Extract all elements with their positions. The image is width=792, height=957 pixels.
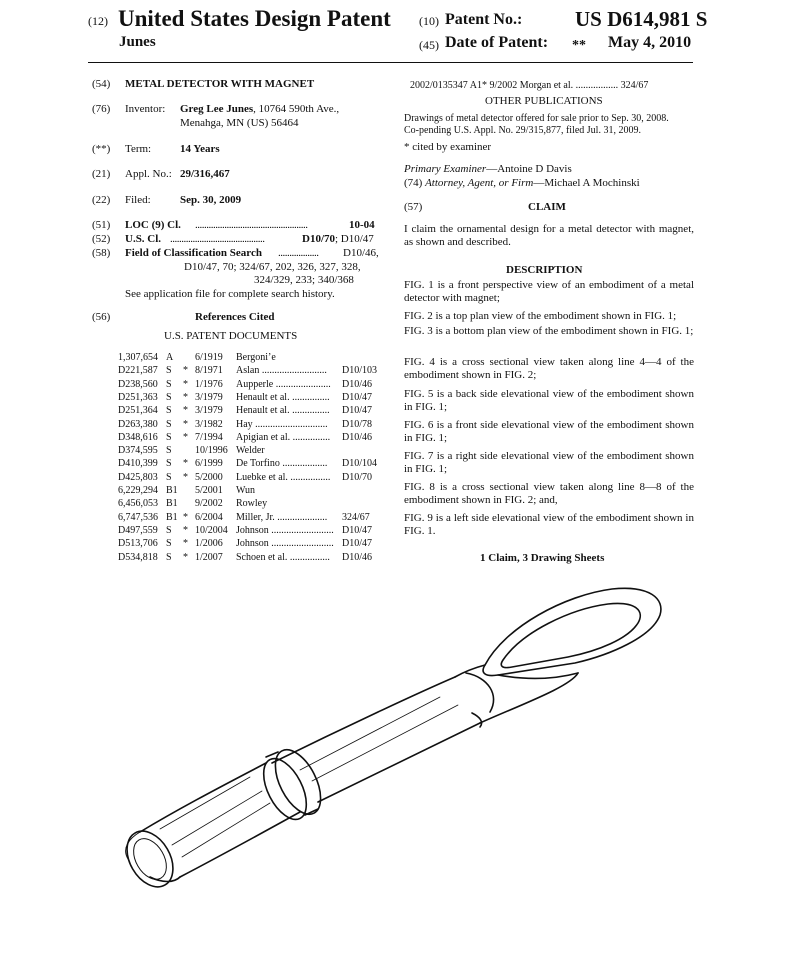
ref-name: Aslan ..........................	[236, 365, 327, 376]
ref-number: D251,363	[118, 392, 158, 403]
appl-code: (21)	[92, 168, 111, 180]
ref-class: D10/46	[342, 379, 372, 390]
ref-date: 1/2006	[195, 538, 223, 549]
field-line-1: D10/46,	[343, 247, 379, 259]
field-code: (58)	[92, 247, 111, 259]
ref-name: Hay .............................	[236, 419, 328, 430]
field-label: Field of Classification Search	[125, 247, 262, 259]
figure-description: FIG. 1 is a front perspective view of an embodiment of a metal detector with magnet;	[404, 279, 694, 304]
ref-star: *	[183, 538, 188, 549]
field-line-3: 324/329, 233; 340/368	[254, 274, 354, 286]
ref-class: 324/67	[342, 512, 370, 523]
field-line-2: D10/47, 70; 324/67, 202, 326, 327, 328,	[184, 261, 361, 273]
ref-star: *	[183, 458, 188, 469]
ref-date: 10/1996	[195, 445, 228, 456]
ref-star: *	[183, 525, 188, 536]
ref-name: Aupperle ......................	[236, 379, 331, 390]
uscl-value	[302, 233, 374, 245]
ref-number: D238,560	[118, 379, 158, 390]
ref-number: D221,587	[118, 365, 158, 376]
uscl-rest: ; D10/47	[335, 233, 374, 245]
figure-description: FIG. 6 is a front side elevational view of the embodiment shown in FIG. 1;	[404, 419, 694, 444]
refs-code: (56)	[92, 311, 111, 323]
filed-date: Sep. 30, 2009	[180, 194, 242, 206]
ref-date: 3/1979	[195, 405, 223, 416]
ref-star: *	[183, 365, 188, 376]
ref-star: *	[183, 405, 188, 416]
attorney-name: —Michael A Mochinski	[533, 177, 640, 189]
ref-name: Miller, Jr. ....................	[236, 512, 328, 523]
term-value: 14 Years	[180, 143, 220, 155]
ref-number: D251,364	[118, 405, 158, 416]
ref-date: 7/1994	[195, 432, 223, 443]
ref-name: Henault et al. ...............	[236, 405, 330, 416]
date-stars: **	[572, 38, 586, 53]
patent-date: May 4, 2010	[608, 34, 692, 51]
patent-no-code: (10)	[419, 14, 439, 28]
ref-name: Wun	[236, 485, 256, 496]
attorney-label: Attorney, Agent, or Firm	[425, 177, 534, 189]
attorney-line	[404, 177, 640, 189]
ref-star: *	[183, 379, 188, 390]
ref-number: 6,229,294	[118, 485, 158, 496]
ref-number: D425,803	[118, 472, 158, 483]
ref-kind: S	[166, 365, 172, 376]
pub-reference: 2002/0135347 A1* 9/2002 Morgan et al. ................. 324/67	[410, 80, 649, 91]
examiner-name: —Antoine D Davis	[486, 163, 572, 175]
ref-date: 10/2004	[195, 525, 228, 536]
ref-class: D10/70	[342, 472, 372, 483]
description-title: DESCRIPTION	[506, 264, 583, 276]
patent-no-label: Patent No.:	[445, 11, 523, 28]
ref-date: 6/2004	[195, 512, 223, 523]
ref-star: *	[183, 472, 188, 483]
ref-name: Henault et al. ...............	[236, 392, 330, 403]
loc-label: LOC (9) Cl.	[125, 219, 181, 231]
ref-date: 5/2000	[195, 472, 223, 483]
appl-label: Appl. No.:	[125, 168, 172, 180]
collar-ring	[255, 743, 330, 826]
uscl-code: (52)	[92, 233, 111, 245]
figure-description: FIG. 4 is a cross sectional view taken along line 4—4 of the embodiment shown in FIG. 2;	[404, 356, 694, 381]
uscl-label: U.S. Cl.	[125, 233, 162, 245]
inventor-label: Inventor:	[125, 103, 166, 115]
ref-class: D10/46	[342, 552, 372, 563]
loc-value: 10-04	[349, 219, 375, 231]
ref-kind: S	[166, 392, 172, 403]
loc-dots: ..................................................	[195, 219, 308, 231]
claim-text: I claim the ornamental design for a metal detector with magnet, as shown and described.	[404, 223, 694, 248]
ref-name: Apigian et al. ...............	[236, 432, 331, 443]
ref-star: *	[183, 552, 188, 563]
term-code: (**)	[92, 143, 111, 155]
inventor-address: , 10764 590th Ave.,	[253, 103, 340, 115]
ref-name: Schoen et al. ................	[236, 552, 330, 563]
inventor-short: Junes	[119, 34, 156, 50]
figure-description: FIG. 7 is a right side elevational view of the embodiment shown in FIG. 1;	[404, 450, 694, 475]
uscl-dots: ..........................................	[170, 233, 265, 245]
figure-description: FIG. 3 is a bottom plan view of the embodiment shown in FIG. 1;	[404, 325, 694, 337]
ref-kind: B1	[166, 512, 178, 523]
ref-kind: S	[166, 458, 172, 469]
ref-class: D10/47	[342, 405, 372, 416]
ref-name: De Torfino ..................	[236, 458, 328, 469]
term-label: Term:	[125, 143, 152, 155]
field-dots: ..................	[278, 247, 319, 259]
ref-kind: S	[166, 552, 172, 563]
ref-kind: B1	[166, 498, 178, 509]
ref-number: D263,380	[118, 419, 158, 430]
refs-title: References Cited	[195, 311, 275, 323]
ref-kind: B1	[166, 485, 178, 496]
ref-class: D10/47	[342, 525, 372, 536]
inventor-line	[180, 103, 339, 115]
inventor-address-2: Menahga, MN (US) 56464	[180, 117, 299, 129]
cited-note: * cited by examiner	[404, 141, 492, 153]
ref-star: *	[183, 512, 188, 523]
ref-number: D410,399	[118, 458, 158, 469]
title-code: (54)	[92, 78, 111, 90]
ref-class: D10/103	[342, 365, 377, 376]
other-pub-1: Drawings of metal detector offered for sale prior to Sep. 30, 2008.	[404, 113, 669, 124]
ref-number: D534,818	[118, 552, 158, 563]
ref-name: Johnson .........................	[236, 538, 334, 549]
date-code: (45)	[419, 38, 439, 52]
other-pub-2: Co-pending U.S. Appl. No. 29/315,877, filed Jul. 31, 2009.	[404, 125, 641, 136]
doc-title: United States Design Patent	[118, 6, 391, 31]
ref-date: 3/1979	[195, 392, 223, 403]
ref-number: 1,307,654	[118, 352, 158, 363]
ref-date: 6/1919	[195, 352, 223, 363]
ref-date: 1/2007	[195, 552, 223, 563]
lower-grip	[140, 763, 300, 877]
uscl-main: D10/70	[302, 233, 335, 245]
ref-kind: S	[166, 419, 172, 430]
figure-description: FIG. 8 is a cross sectional view taken along line 8—8 of the embodiment shown in FIG. 2; and,	[404, 481, 694, 506]
field-see-note: See application file for complete search history.	[125, 288, 335, 300]
attorney-code: (74)	[404, 177, 426, 189]
ref-kind: A	[166, 352, 174, 363]
end-cap	[118, 823, 183, 895]
us-docs-title: U.S. PATENT DOCUMENTS	[164, 330, 298, 342]
examiner-label: Primary Examiner	[404, 163, 487, 175]
tube-body	[272, 673, 494, 802]
ref-name: Johnson .........................	[236, 525, 334, 536]
ref-number: 6,747,536	[118, 512, 158, 523]
ref-name: Rowley	[236, 498, 268, 509]
ref-kind: S	[166, 525, 172, 536]
inventor-code: (76)	[92, 103, 111, 115]
ref-class: D10/46	[342, 432, 372, 443]
ref-kind: S	[166, 472, 172, 483]
metal-detector-drawing	[0, 577, 792, 957]
ref-class: D10/104	[342, 458, 377, 469]
ref-number: D348,616	[118, 432, 158, 443]
appl-number: 29/316,467	[180, 168, 230, 180]
ref-star: *	[183, 392, 188, 403]
ref-date: 9/2002	[195, 498, 223, 509]
invention-title: METAL DETECTOR WITH MAGNET	[125, 78, 315, 90]
other-pubs-title: OTHER PUBLICATIONS	[485, 95, 603, 107]
ref-class: D10/47	[342, 538, 372, 549]
header-rule	[88, 62, 693, 63]
ref-number: 6,456,053	[118, 498, 158, 509]
figure-description: FIG. 9 is a left side elevational view of the embodiment shown in FIG. 1.	[404, 512, 694, 537]
ref-kind: S	[166, 445, 172, 456]
ref-kind: S	[166, 405, 172, 416]
ref-date: 6/1999	[195, 458, 223, 469]
ref-number: D497,559	[118, 525, 158, 536]
patent-number: US D614,981 S	[575, 7, 708, 31]
ref-number: D374,595	[118, 445, 158, 456]
ref-class: D10/47	[342, 392, 372, 403]
claim-code: (57)	[404, 201, 423, 213]
doc-kind-code: (12)	[88, 14, 108, 28]
ref-kind: S	[166, 379, 172, 390]
ref-date: 1/1976	[195, 379, 223, 390]
ref-name: Bergoni’e	[236, 352, 276, 363]
ref-star: *	[183, 432, 188, 443]
ref-date: 5/2001	[195, 485, 223, 496]
loc-code: (51)	[92, 219, 111, 231]
ref-class: D10/78	[342, 419, 372, 430]
ref-name: Luebke et al. ................	[236, 472, 331, 483]
ref-date: 3/1982	[195, 419, 223, 430]
date-label: Date of Patent:	[445, 34, 549, 51]
ref-kind: S	[166, 538, 172, 549]
ref-number: D513,706	[118, 538, 158, 549]
handle-loop	[483, 588, 661, 675]
figure-description: FIG. 2 is a top plan view of the embodiment shown in FIG. 1;	[404, 310, 677, 322]
filed-code: (22)	[92, 194, 111, 206]
claim-title: CLAIM	[528, 201, 566, 213]
examiner-line	[404, 163, 572, 175]
ref-name: Welder	[236, 445, 265, 456]
ref-star: *	[183, 419, 188, 430]
ref-kind: S	[166, 432, 172, 443]
filed-label: Filed:	[125, 194, 151, 206]
figure-description: FIG. 5 is a back side elevational view of the embodiment shown in FIG. 1;	[404, 388, 694, 413]
inventor-name: Greg Lee Junes	[180, 103, 254, 115]
ref-date: 8/1971	[195, 365, 223, 376]
claims-summary: 1 Claim, 3 Drawing Sheets	[480, 552, 605, 564]
